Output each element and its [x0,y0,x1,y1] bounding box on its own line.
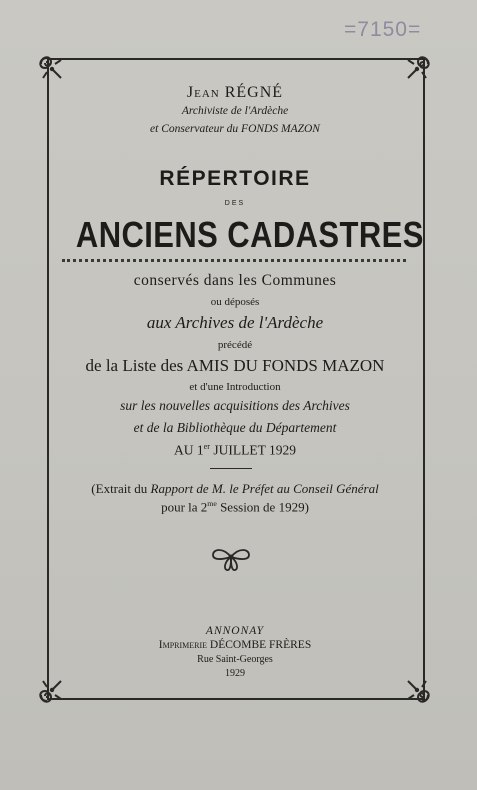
body-line-date: AU 1er JUILLET 1929 [174,442,296,458]
shelfmark-stamp: =7150= [344,18,422,41]
short-rule [210,468,252,469]
author-name: Jean RÉGNÉ [186,84,284,101]
body-line-archives: aux Archives de l'Ardèche [146,313,324,332]
bow-ornament-icon [209,545,253,573]
extract-line-1: (Extrait du Rapport de M. le Préfet au Conseil Général [91,481,379,496]
imprint-printer: Imprimerie DÉCOMBE FRÈRES [158,639,312,651]
body-line-liste: de la Liste des AMIS DU FONDS MAZON [85,356,385,375]
page-border-frame [47,58,425,700]
imprint-year: 1929 [225,668,245,679]
body-line-precede: précédé [217,339,253,351]
body-line-introduction: et d'une Introduction [189,381,281,393]
body-line-conserves: conservés dans les Communes [133,272,337,289]
body-line-acquisitions: sur les nouvelles acquisitions des Archives [120,398,350,413]
body-line-bibliotheque: et de la Bibliothèque du Département [133,420,337,435]
extract-line-2: pour la $2^{me}$ Session de 1929) [161,499,309,515]
main-title: ANCIENS CADASTRES [75,214,424,255]
imprint-street: Rue Saint-Georges [197,654,273,665]
imprint-city: ANNONAY [205,625,265,637]
body-line-deposes: ou déposés [210,296,260,308]
author-role-curator: et Conservateur du FONDS MAZON [150,123,320,135]
dotted-rule [62,259,406,262]
title-des: DES [224,200,246,207]
author-role-archivist: Archiviste de l'Ardèche [181,105,289,117]
title-repertoire: RÉPERTOIRE [159,167,311,190]
